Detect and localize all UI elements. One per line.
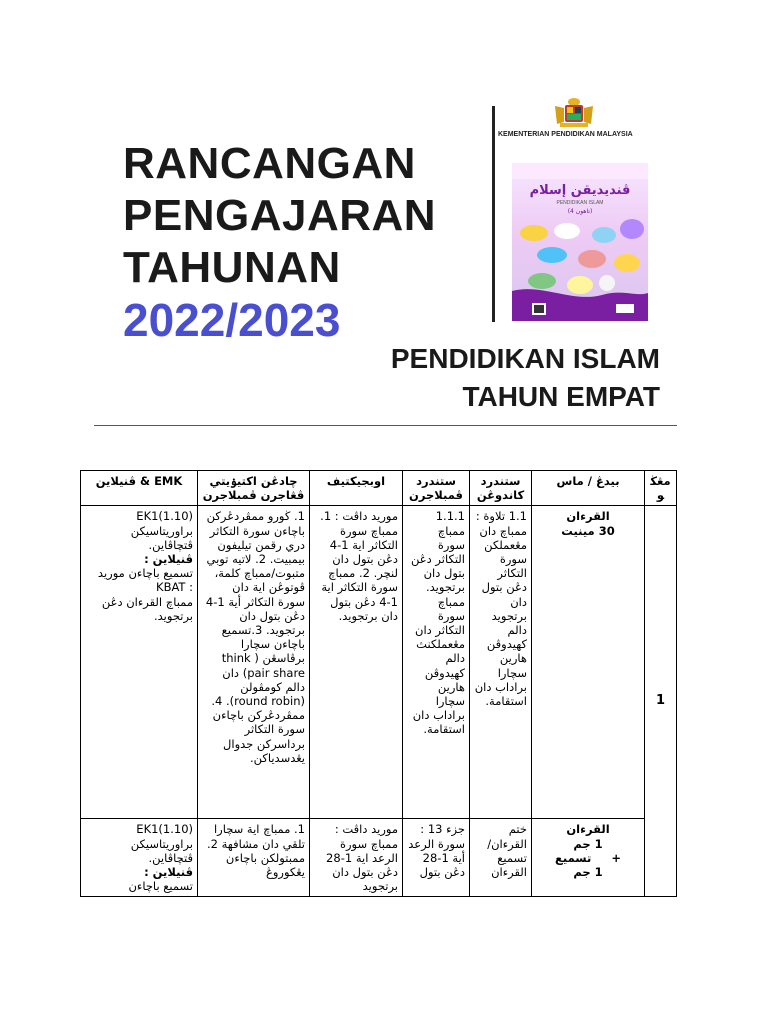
assess-label: ڤنيلاين : xyxy=(144,865,193,880)
assess-label: ڤنيلاين : xyxy=(144,552,193,567)
header-activity: چادڠن اكتيۏيتي ڤڠاجرن ڤمبلاجرن xyxy=(198,471,310,506)
kbat-text: ممباچ القرءان دڠن برتجويد. xyxy=(101,594,193,623)
cell-objective: موريد داڤت : 1. ممباچ سورة التكاثر اية 1-4 دڠن بتول دان لنچر. 2. ممباچ سورة التكاثر اية 1-4 دڠن بتول دان برتجويد. xyxy=(310,506,403,819)
cell-objective: موريد داڤت : ممباچ سورة الرعد اية 1-28 دڠن بتول دان برتجويد xyxy=(310,819,403,897)
title-line-2: PENGAJARAN xyxy=(123,191,437,240)
ministry-name: KEMENTERIAN PENDIDIKAN MALAYSIA xyxy=(498,131,633,138)
cell-content-standard: 1.1 تلاوة : ممباچ دان مڠعملكن سورة التكاثر دڠن بتول دان برتجويد دالم كهيدوڤن هارين سچارا براداب دان استقامة. xyxy=(470,506,532,819)
title-line-1: RANCANGAN xyxy=(123,139,416,188)
header-week: مڠڬو xyxy=(645,471,677,506)
emk-text: براوريتاسيكن ڤتچاڤاين. xyxy=(130,523,193,552)
assess-text: تسميع باچاءن موريد xyxy=(97,566,193,581)
unit-title: القرءان xyxy=(566,509,610,524)
cell-emk xyxy=(81,506,198,819)
malaysia-crest-icon xyxy=(552,96,596,128)
book-subtitle: PENDIDIKAN ISLAM xyxy=(556,200,604,206)
subject-block xyxy=(300,340,660,416)
header-emk: EMK & ڤنيلاين xyxy=(81,471,198,506)
divider-vertical xyxy=(492,106,495,322)
emk-code: EK1(1.10) xyxy=(136,509,193,524)
subject-year: TAHUN EMPAT xyxy=(462,381,660,412)
table-row xyxy=(81,506,677,819)
textbook-cover-image xyxy=(512,163,648,321)
header-learning-standard: ستندرد ڤمبلاجرن xyxy=(403,471,470,506)
title-line-3: TAHUNAN xyxy=(123,243,341,292)
cell-learning-standard: جزء 13 : سورة الرعد أية 1-28 دڠن بتول xyxy=(403,819,470,897)
cell-learning-standard: 1.1.1 ممباچ سورة التكاثر دڠن بتول دان برتجويد. ممباچ سورة التكاثر دان مڠعملكنث دالم كهيدوڤن هارين سچارا براداب دان استقامة. xyxy=(403,506,470,819)
unit-title: القرءان xyxy=(566,822,610,837)
cell-week: 1 xyxy=(645,506,677,897)
table-row xyxy=(81,819,677,897)
book-title: ڤنديديقن إسلام xyxy=(529,183,631,198)
cell-unit xyxy=(532,506,645,819)
cell-unit xyxy=(532,819,645,897)
book-grade: (تاهون 4) xyxy=(567,208,593,215)
unit-time-2: 1 جم xyxy=(573,865,603,880)
header-objective: اوبجيكتيف xyxy=(310,471,403,506)
cell-activity: 1. ممباچ اية سچارا تلقي دان مشافهة 2. ممبتولكن باچاءن يڠكوروڠ xyxy=(198,819,310,897)
year: 2022/2023 xyxy=(123,294,341,346)
cell-activity: 1. ڬورو ممڤردڠرکن باچاءن سورة التكاثر دري رقمن تيليفون بيمبيت. 2. لاتيه توبي متبوت/ممباچ كلمة، ڤوتوڠن اية دان سورة التكاثر أية 1-4 دڠن بتول دان برتجويد. 3.تسميع باچاءن سچارا برڤاسڠن ( think pair share) دان دالم كومڤولن (round robin). 4. ممڤردڠرکن باچاءن سورة التكاثر برداسركن جدوال يڠدسدياكن. xyxy=(198,506,310,819)
cell-emk xyxy=(81,819,198,897)
kbat-label: KBAT : xyxy=(156,580,193,595)
unit-plus: + xyxy=(611,850,621,865)
unit-time-1: 1 جم xyxy=(573,836,603,851)
header-content-standard: ستندرد كاندوڠن xyxy=(470,471,532,506)
unit-tasmik: تسميع xyxy=(555,850,592,865)
emk-code: EK1(1.10) xyxy=(136,822,193,837)
unit-time: 30 مينيت xyxy=(561,523,615,538)
title-block xyxy=(123,138,436,346)
subject-name: PENDIDIKAN ISLAM xyxy=(390,343,660,374)
rpt-table xyxy=(80,470,677,897)
table-header-row xyxy=(81,471,677,506)
cell-content-standard: ختم القرءان/ تسميع القرءان xyxy=(470,819,532,897)
divider-horizontal xyxy=(94,425,677,426)
header-unit: بيدڠ / ماس xyxy=(532,471,645,506)
emk-text: براوريتاسيكن ڤتچاڤاين. xyxy=(130,836,193,865)
assess-text: تسميع باچاءن xyxy=(128,879,193,894)
